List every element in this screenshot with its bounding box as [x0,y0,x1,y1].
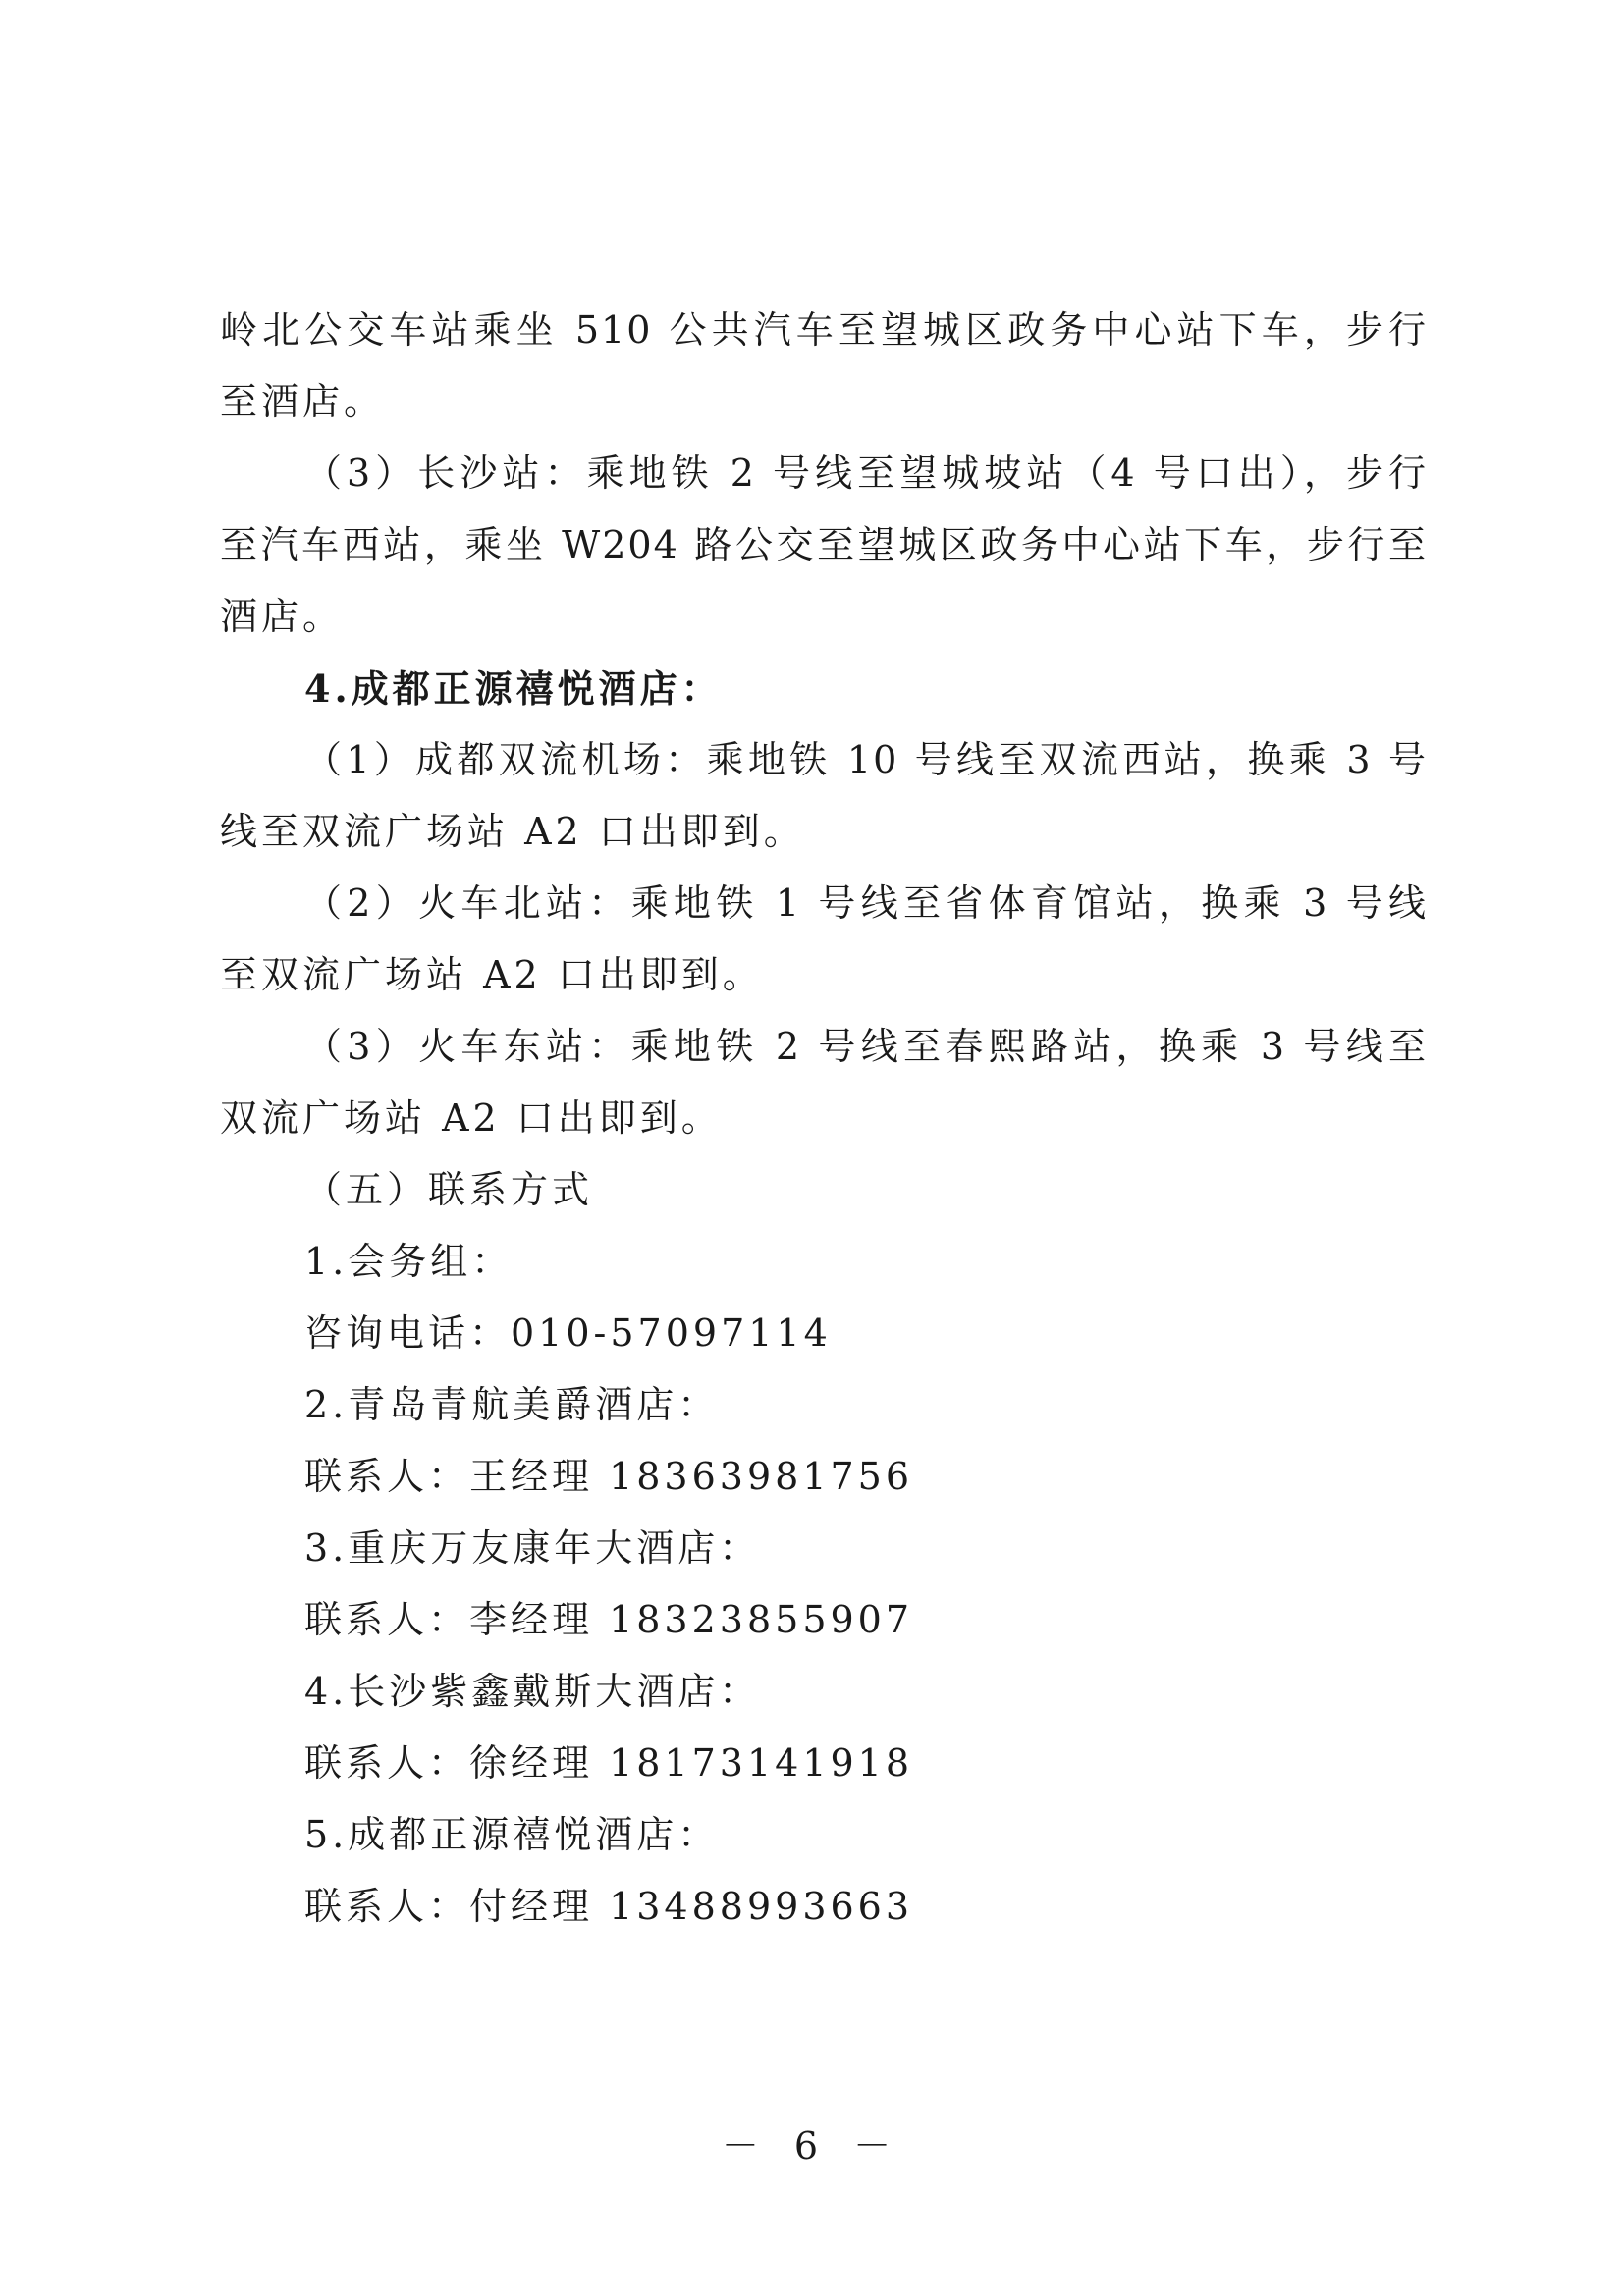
paragraph-line: 至双流广场站 A2 口出即到。 [220,953,764,996]
document-body [220,294,1428,1943]
paragraph-line: 至汽车西站，乘坐 W204 路公交至望城区政务中心站下车，步行至 [220,523,1428,566]
paragraph-line: 岭北公交车站乘坐 510 公共汽车至望城区政务中心站下车，步行 [220,308,1428,351]
contact-heading: 4.长沙紫鑫戴斯大酒店： [304,1670,761,1713]
contact-detail: 联系人：李经理 18323855907 [304,1598,914,1641]
contact-detail: 联系人：付经理 13488993663 [304,1885,914,1928]
section-heading-chengdu-hotel: 4.成都正源禧悦酒店： [304,667,723,711]
page-number: － 6 － [721,2124,903,2167]
contact-heading: 3.重庆万友康年大酒店： [304,1526,761,1570]
paragraph-line: 酒店。 [220,595,345,638]
contact-heading: 1.会务组： [304,1240,514,1283]
paragraph-line: （2）火车北站：乘地铁 1 号线至省体育馆站，换乘 3 号线 [304,881,1428,925]
paragraph-line: 线至双流广场站 A2 口出即到。 [220,810,805,853]
contact-detail: 联系人：徐经理 18173141918 [304,1741,914,1785]
contacts-section-title: （五）联系方式 [304,1168,594,1211]
paragraph-line: （3）长沙站：乘地铁 2 号线至望城坡站（4 号口出），步行 [304,452,1428,495]
paragraph-line: 至酒店。 [220,380,386,423]
paragraph-line: （3）火车东站：乘地铁 2 号线至春熙路站，换乘 3 号线至 [304,1025,1428,1068]
contact-detail: 联系人：王经理 18363981756 [304,1455,914,1498]
paragraph-line: （1）成都双流机场：乘地铁 10 号线至双流西站，换乘 3 号 [304,738,1428,781]
paragraph-line: 双流广场站 A2 口出即到。 [220,1096,723,1140]
contact-heading: 5.成都正源禧悦酒店： [304,1813,720,1856]
contact-detail: 咨询电话：010-57097114 [304,1311,832,1355]
contact-heading: 2.青岛青航美爵酒店： [304,1383,720,1426]
